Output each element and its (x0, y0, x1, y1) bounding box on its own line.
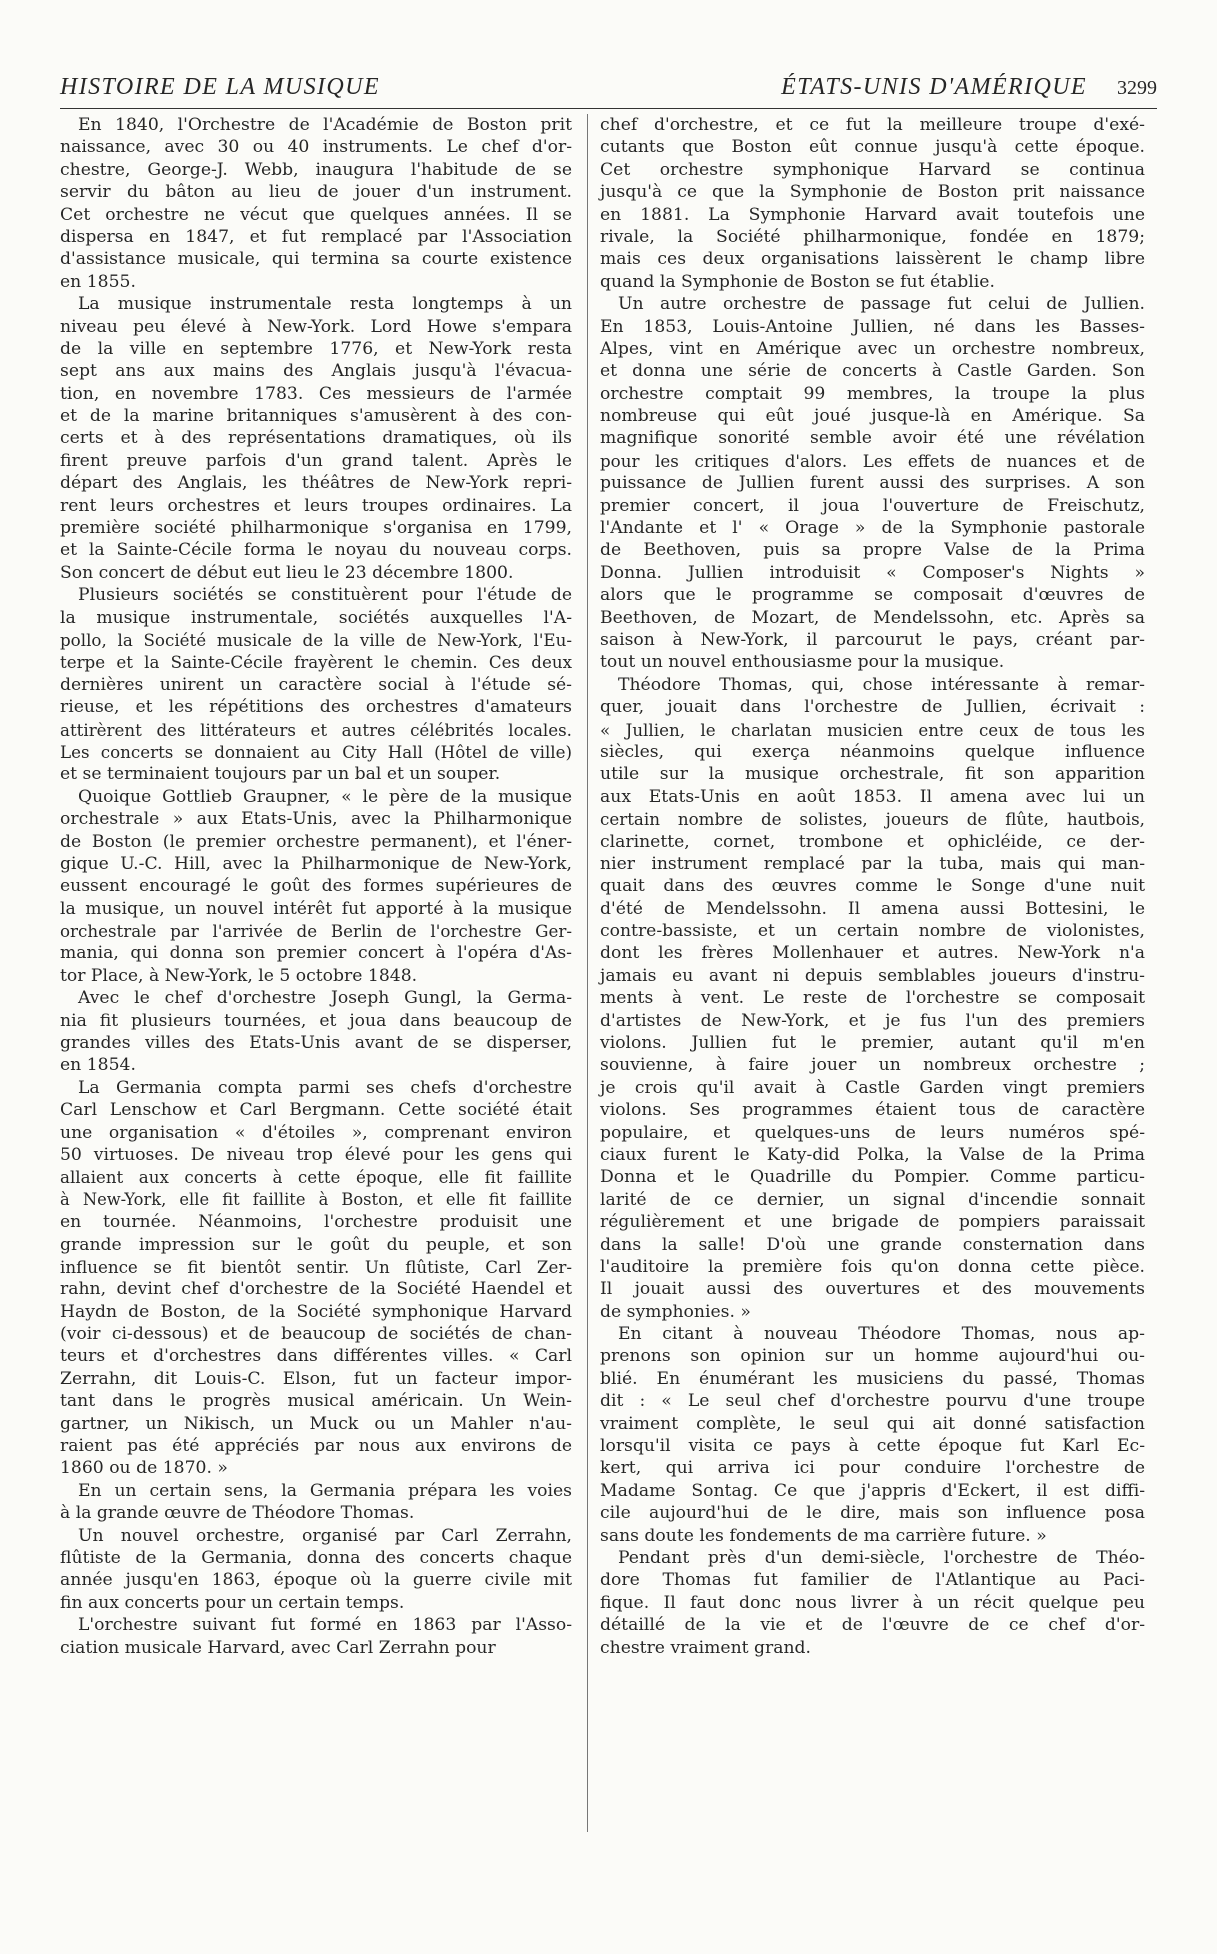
text-line: sept ans aux mains des Anglais jusqu'à l'évacua- (60, 361, 572, 382)
text-line: L'orchestre suivant fut formé en 1863 par l'Asso- (78, 1615, 572, 1636)
text-line: pollo, la Société musicale de la ville de New-York, l'Eu- (60, 629, 572, 650)
text-line: régulièrement et une brigade de pompiers paraissait (600, 1212, 1145, 1233)
text-line: aux Etats-Unis en août 1853. Il amena avec lui un (600, 786, 1145, 807)
text-line: magnifique sonorité semble avoir été une révélation (600, 428, 1145, 449)
paragraph (60, 584, 572, 786)
paragraph (600, 1323, 1145, 1547)
text-line: nombreuse qui eût joué jusque-là en Amérique. Sa (600, 406, 1145, 427)
text-line: en tournée. Néanmoins, l'orchestre produisit une (60, 1212, 572, 1233)
header-left-title: HISTOIRE DE LA MUSIQUE (60, 74, 380, 100)
paragraph (600, 1547, 1145, 1659)
text-line: prenons son opinion sur un homme aujourd'hui ou- (600, 1346, 1145, 1367)
text-line: dispersa en 1847, et fut remplacé par l'Association (60, 226, 572, 247)
header-rule (60, 108, 1157, 109)
right-column (600, 114, 1145, 1659)
text-line: violons. Jullien fut le premier, autant qu'il m'en (600, 1033, 1145, 1054)
text-line: influence se fit bientôt sentir. Un flûtiste, Carl Zer- (60, 1256, 572, 1277)
text-line: pour les critiques d'alors. Les effets de nuances et de (600, 450, 1145, 471)
text-line: d'assistance musicale, qui termina sa courte existence (60, 249, 572, 270)
text-line: nier instrument remplacé par la tuba, mais qui man- (600, 853, 1145, 874)
text-line: attirèrent des littérateurs et autres célébrités locales. (60, 719, 572, 740)
text-line: à New-York, elle fit faillite à Boston, et elle fit faillite (60, 1189, 572, 1209)
text-line: nia fit plusieurs tournées, et joua dans beaucoup de (60, 1010, 572, 1031)
text-line: Donna et le Quadrille du Pompier. Comme particu- (600, 1167, 1145, 1188)
paragraph (60, 987, 572, 1077)
running-header (60, 74, 1157, 108)
text-line: Cet orchestre symphonique Harvard se continua (600, 159, 1145, 180)
text-line: dans la salle! D'où une grande consternation dans (600, 1234, 1145, 1255)
text-line: de la ville en septembre 1776, et New-York resta (60, 338, 572, 359)
text-line: Quoique Gottlieb Graupner, « le père de la musique (78, 786, 572, 807)
text-line: dernières unirent un caractère social à l'étude sé- (60, 674, 572, 695)
text-line: flûtiste de la Germania, donna des concerts chaque (60, 1548, 572, 1568)
paragraph (60, 1614, 572, 1659)
text-line: année jusqu'en 1863, époque où la guerre civile mit (60, 1570, 572, 1591)
text-line: et la Sainte-Cécile forma le noyau du nouveau corps. (60, 540, 572, 561)
text-line: Carl Lenschow et Carl Bergmann. Cette société était (60, 1100, 572, 1121)
text-line: tor Place, à New-York, le 5 octobre 1848. (60, 965, 418, 986)
paragraph (60, 1077, 572, 1480)
text-line: cile aujourd'hui de le dire, mais son influence posa (600, 1503, 1145, 1524)
paragraph (600, 114, 1145, 293)
text-line: et se terminaient toujours par un bal et un souper. (60, 764, 501, 785)
text-line: l'Andante et l' « Orage » de la Symphonie pastorale (600, 518, 1145, 539)
page-number: 3299 (1117, 77, 1157, 99)
text-line: gartner, un Nikisch, un Muck ou un Mahler n'au- (60, 1413, 572, 1434)
text-line: mais ces deux organisations laissèrent le champ libre (600, 249, 1145, 270)
text-line: rent leurs orchestres et leurs troupes ordinaires. La (60, 495, 572, 516)
text-line: en 1854. (60, 1055, 136, 1076)
text-line: de symphonies. » (600, 1301, 751, 1322)
text-line: Pendant près d'un demi-siècle, l'orchestre de Théo- (618, 1548, 1145, 1568)
text-line: fin aux concerts pour un certain temps. (60, 1592, 405, 1613)
text-line: rivale, la Société philharmonique, fondée en 1879; (600, 226, 1145, 247)
text-line: départ des Anglais, les théâtres de New-York repri- (60, 473, 572, 494)
text-line: raient pas été appréciés par nous aux environs de (60, 1436, 572, 1457)
text-line: la musique, un nouvel intérêt fut apporté à la musique (60, 898, 572, 919)
text-line: et donna une série de concerts à Castle Garden. Son (600, 361, 1145, 382)
text-line: lorsqu'il visita ce pays à cette époque fut Karl Ec- (600, 1436, 1145, 1457)
text-line: orchestrale » aux Etats-Unis, avec la Philharmonique (60, 809, 572, 830)
text-line: d'été de Mendelssohn. Il amena aussi Bottesini, le (600, 898, 1145, 919)
text-line: orchestre comptait 99 membres, la troupe la plus (600, 383, 1145, 404)
paragraph (60, 1525, 572, 1615)
text-line: teurs et d'orchestres dans différentes villes. « Carl (60, 1346, 572, 1367)
text-line: tant dans le progrès musical américain. Un Wein- (60, 1391, 572, 1412)
text-line: orchestrale par l'arrivée de Berlin de l'orchestre Ger- (60, 921, 572, 942)
text-line: Son concert de début eut lieu le 23 décembre 1800. (60, 562, 514, 583)
text-line: ciation musicale Harvard, avec Carl Zerrahn pour (60, 1637, 496, 1658)
text-line: de Boston (le premier orchestre permanent), et l'éner- (60, 831, 572, 852)
text-line: Théodore Thomas, qui, chose intéressante à remar- (618, 674, 1145, 695)
text-line: En 1840, l'Orchestre de l'Académie de Boston prit (78, 115, 572, 135)
text-line: Haydn de Boston, de la Société symphonique Harvard (60, 1301, 572, 1322)
text-line: gique U.-C. Hill, avec la Philharmonique de New-York, (60, 853, 572, 874)
text-line: d'artistes de New-York, et je fus l'un des premiers (600, 1010, 1145, 1031)
text-line: ciaux furent le Katy-did Polka, la Valse de la Prima (600, 1144, 1145, 1165)
text-line: « Jullien, le charlatan musicien entre ceux de tous les (600, 719, 1145, 740)
text-line: En un certain sens, la Germania prépara les voies (78, 1480, 572, 1501)
text-line: Un nouvel orchestre, organisé par Carl Zerrahn, (78, 1525, 572, 1546)
text-line: cutants que Boston eût connue jusqu'à cette époque. (600, 137, 1145, 158)
column-divider (587, 114, 588, 1832)
text-line: en 1855. (60, 271, 136, 292)
text-line: Avec le chef d'orchestre Joseph Gungl, la Germa- (78, 988, 572, 1009)
paragraph (60, 1480, 572, 1525)
text-line: grandes villes des Etats-Unis avant de se disperser, (60, 1033, 572, 1054)
text-line: en 1881. La Symphonie Harvard avait toutefois une (600, 204, 1145, 225)
text-line: utile sur la musique orchestrale, fit son apparition (600, 764, 1145, 785)
text-line: première société philharmonique s'organisa en 1799, (60, 518, 572, 539)
paragraph (60, 293, 572, 584)
text-line: la musique instrumentale, sociétés auxquelles l'A- (60, 607, 572, 628)
text-line: clarinette, cornet, trombone et ophicléide, ce der- (600, 831, 1145, 852)
text-line: de Beethoven, puis sa propre Valse de la Prima (600, 540, 1145, 561)
text-line: Un autre orchestre de passage fut celui de Jullien. (618, 294, 1145, 315)
left-column (60, 114, 572, 1659)
text-line: quer, jouait dans l'orchestre de Jullien, écrivait : (600, 697, 1145, 718)
text-line: Alpes, vint en Amérique avec un orchestre nombreux, (600, 338, 1145, 359)
text-line: certs et à des représentations dramatiques, où ils (60, 428, 572, 449)
text-line: quand la Symphonie de Boston se fut établie. (600, 271, 995, 292)
text-line: mania, qui donna son premier concert à l'opéra d'As- (60, 943, 572, 964)
text-line: kert, qui arriva ici pour conduire l'orchestre de (600, 1458, 1145, 1479)
text-line: je crois qu'il avait à Castle Garden vingt premiers (600, 1077, 1145, 1098)
text-line: niveau peu élevé à New-York. Lord Howe s'empara (60, 316, 572, 337)
text-line: contre-bassiste, et un certain nombre de violonistes, (600, 921, 1145, 942)
text-line: La musique instrumentale resta longtemps à un (78, 294, 572, 315)
text-line: puissance de Jullien furent aussi des surprises. A son (600, 473, 1145, 494)
text-line: rahn, devint chef d'orchestre de la Société Haendel et (60, 1279, 572, 1300)
header-right-title: ÉTATS-UNIS D'AMÉRIQUE (781, 74, 1087, 100)
text-line: dore Thomas fut familier de l'Atlantique au Paci- (600, 1570, 1145, 1591)
text-line: ments à vent. Le reste de l'orchestre se composait (600, 988, 1145, 1009)
text-line: terpe et la Sainte-Cécile frayèrent le chemin. Ces deux (60, 652, 572, 673)
text-line: eussent encouragé le goût des formes supérieures de (60, 876, 572, 897)
text-line: Zerrahn, dit Louis-C. Elson, fut un facteur impor- (60, 1368, 572, 1389)
text-line: à la grande œuvre de Théodore Thomas. (60, 1503, 415, 1524)
text-line: firent preuve parfois d'un grand talent. Après le (60, 450, 572, 471)
text-line: jusqu'à ce que la Symphonie de Boston prit naissance (600, 182, 1145, 203)
text-line: saison à New-York, il parcourut le pays, créant par- (600, 629, 1145, 650)
text-line: La Germania compta parmi ses chefs d'orchestre (78, 1077, 572, 1098)
text-line: grande impression sur le goût du peuple, et son (60, 1234, 572, 1255)
text-line: 1860 ou de 1870. » (60, 1458, 228, 1479)
text-line: naissance, avec 30 ou 40 instruments. Le chef d'or- (60, 137, 572, 158)
text-line: violons. Ses programmes étaient tous de caractère (600, 1100, 1145, 1121)
text-line: Donna. Jullien introduisit « Composer's Nights » (600, 562, 1145, 583)
text-line: Il jouait aussi des ouvertures et des mouvements (600, 1279, 1145, 1300)
text-line: (voir ci-dessous) et de beaucoup de sociétés de chan- (60, 1324, 572, 1345)
paragraph (60, 786, 572, 988)
text-line: larité de ce dernier, un signal d'incendie sonnait (600, 1189, 1145, 1210)
text-line: quait dans des œuvres comme le Songe d'une nuit (600, 876, 1145, 897)
text-line: certain nombre de solistes, joueurs de flûte, hautbois, (600, 809, 1145, 830)
text-line: chestre, George-J. Webb, inaugura l'habitude de se (60, 159, 572, 180)
text-line: et de la marine britanniques s'amusèrent à des con- (60, 406, 572, 427)
text-line: alors que le programme se composait d'œuvres de (600, 585, 1145, 606)
text-line: chestre vraiment grand. (600, 1637, 812, 1658)
paragraph (600, 674, 1145, 1323)
text-line: souvienne, à faire jouer un nombreux orchestre ; (600, 1055, 1145, 1076)
text-line: tout un nouvel enthousiasme pour la musique. (600, 652, 1005, 673)
text-line: 50 virtuoses. De niveau trop élevé pour les gens qui (60, 1144, 572, 1165)
paragraph (60, 114, 572, 293)
text-line: l'auditoire la première fois qu'on donna cette pièce. (600, 1256, 1145, 1277)
text-line: Les concerts se donnaient au City Hall (Hôtel de ville) (60, 741, 572, 762)
text-line: jamais eu avant ni depuis semblables joueurs d'instru- (600, 965, 1145, 986)
text-line: fique. Il faut donc nous livrer à un récit quelque peu (600, 1592, 1145, 1613)
text-line: Cet orchestre ne vécut que quelques années. Il se (60, 204, 572, 225)
text-line: rieuse, et les répétitions des orchestres d'amateurs (60, 697, 572, 718)
text-line: vraiment complète, le seul qui ait donné satisfaction (600, 1413, 1145, 1434)
text-line: allaient aux concerts à cette époque, elle fit faillite (60, 1167, 572, 1188)
text-line: tion, en novembre 1783. Ces messieurs de l'armée (60, 383, 572, 404)
text-line: Madame Sontag. Ce que j'appris d'Eckert, il est diffi- (600, 1480, 1145, 1501)
paragraph (600, 293, 1145, 674)
text-line: servir du bâton au lieu de jouer d'un instrument. (60, 182, 572, 203)
text-line: Beethoven, de Mozart, de Mendelssohn, etc. Après sa (600, 607, 1145, 628)
text-line: En 1853, Louis-Antoine Jullien, né dans les Basses- (600, 316, 1145, 337)
text-line: une organisation « d'étoiles », comprenant environ (60, 1122, 572, 1143)
text-line: dont les frères Mollenhauer et autres. New-York n'a (600, 943, 1145, 964)
text-line: En citant à nouveau Théodore Thomas, nous ap- (618, 1324, 1145, 1345)
text-line: premier concert, il joua l'ouverture de Freischutz, (600, 495, 1145, 516)
text-line: populaire, et quelques-uns de leurs numéros spé- (600, 1122, 1145, 1143)
text-line: détaillé de la vie et de l'œuvre de ce chef d'or- (600, 1615, 1145, 1636)
text-line: blié. En énumérant les musiciens du passé, Thomas (600, 1368, 1145, 1389)
text-line: dit : « Le seul chef d'orchestre pourvu d'une troupe (600, 1391, 1145, 1412)
text-line: chef d'orchestre, et ce fut la meilleure troupe d'exé- (600, 115, 1145, 135)
text-line: siècles, qui exerça néanmoins quelque influence (600, 741, 1145, 762)
text-line: Plusieurs sociétés se constituèrent pour l'étude de (78, 585, 572, 606)
text-line: sans doute les fondements de ma carrière future. » (600, 1525, 1047, 1546)
